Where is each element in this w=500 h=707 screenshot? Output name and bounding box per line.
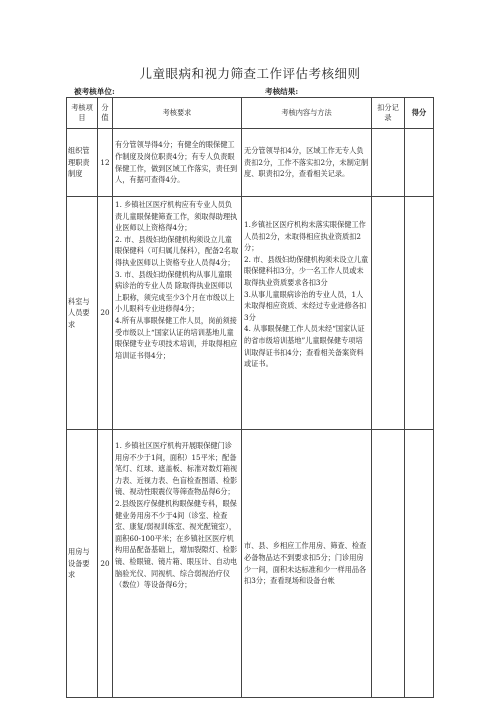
row-got: [405, 197, 434, 430]
document-title: 儿童眼病和视力筛查工作评估考核细则: [139, 66, 361, 81]
row-deduct: [372, 129, 405, 197]
row-method: [242, 197, 372, 430]
method-text: 4. 从事眼保健工作人员未经“国家认证的省市级培训基地”儿童眼保健专项培训取得证书扣4分；查看相关备案资料或证书。: [244, 324, 365, 369]
row-requirement: [113, 197, 242, 430]
requirement-text: 3. 市、县级妇幼保健机构从事儿童眼病诊治的专业人员 除取得执业医师以上职称，须完成至少3个月在市级以上小儿眼科专业进修得4分；: [115, 269, 235, 314]
row-requirement: [113, 129, 242, 197]
row-method: [242, 129, 372, 197]
row-item: 用房与设备要求: [67, 430, 98, 698]
assessed-unit-label: 被考核单位:: [74, 87, 115, 96]
header-deduct: 扣分记录: [372, 98, 405, 129]
assessment-result-label: 考核结果:: [265, 87, 299, 96]
row-score: 12: [98, 129, 113, 197]
row-deduct: [372, 430, 405, 698]
header-item: 考核项目: [67, 98, 98, 129]
row-score: 20: [98, 430, 113, 698]
method-text: 市、县、乡相应工作用房、筛查、检查必备物品达不到要求扣5分；门诊用房少一间，面积未达标准和少一样用品各扣3分；查看现场和设备台帐: [244, 541, 367, 586]
table-row: [67, 430, 434, 698]
requirement-text: 2. 市、县级妇幼保健机构须设立儿童眼保健科（可归属儿保科），配备2名取得执业医师以上资格专业人员得4分；: [115, 234, 239, 267]
requirement-text: 4.所有从事眼保健工作人员，岗前须接受市级以上“国家认证的培训基地儿童眼保健专业专项技术培训，并取得相应培训证书得4分；: [115, 315, 238, 360]
row-got: [405, 129, 434, 197]
row-deduct: [372, 197, 405, 430]
assessment-table: [66, 97, 434, 698]
method-text: 3.从事儿童眼病诊治的专业人员，1人未取得相应资质、未经过专业进修各扣3分: [244, 289, 367, 322]
requirement-text: 1. 乡镇社区医疗机构开展眼保健门诊用房不少于1间，面积）15平米；配备笔灯、红球、遮盖板、标准对数灯箱视力表、近视力表、色盲检查图谱、检影镜、视动性眼震仪等筛查物品得6分；2.县级医疗保健机构眼保健专科，眼保健业务用房不少于4间（诊室、检查室、康复/弱视训练室、视光配镜室），面积60-100平米；在乡镇社区医疗机构用品配备基础上，增加裂隙灯、检影镜、检眼镜、镜片箱、眼压计、自动电脑验光仪、同视机、综合弱视治疗仪（数位）等设备得6分；: [115, 441, 238, 590]
table-row: [67, 129, 434, 197]
method-text: 无分管领导扣4分，区域工作无专人负责扣2分，工作不落实扣2分，未制定制度、职责扣2分，查看相关记录。: [244, 146, 369, 179]
requirement-text: 1. 乡镇社区医疗机构应有专业人员负责儿童眼保健筛查工作，须取得助理执业医师以上资格得4分；: [115, 200, 238, 233]
header-got: 得分: [405, 98, 434, 129]
method-text: 2. 市、县级妇幼保健机构须未设立儿童眼保健科扣3分，少一名工作人员或未取得执业资质要求各扣3分: [244, 254, 369, 287]
method-text: 1.乡镇社区医疗机构未落实眼保健工作人员扣2分，未取得相应执业资质扣2分；: [244, 220, 366, 253]
table-header-row: [67, 98, 434, 129]
header-method: 考核内容与方法: [242, 98, 372, 129]
row-method: [242, 430, 372, 698]
row-requirement: [113, 430, 242, 698]
table-row: [67, 197, 434, 430]
header-requirement: 考核要求: [113, 98, 242, 129]
row-got: [405, 430, 434, 698]
row-item: 组织管理职责制度: [67, 129, 98, 197]
row-score: 20: [98, 197, 113, 430]
requirement-text: 有分管领导得4分；有健全的眼保健工作制度及岗位职责4分；有专人负责眼保健工作，做到区域工作落实，责任到人，有据可查得4分。: [115, 140, 238, 185]
header-score: 分值: [98, 98, 113, 129]
row-item: 科室与人员要求: [67, 197, 98, 430]
